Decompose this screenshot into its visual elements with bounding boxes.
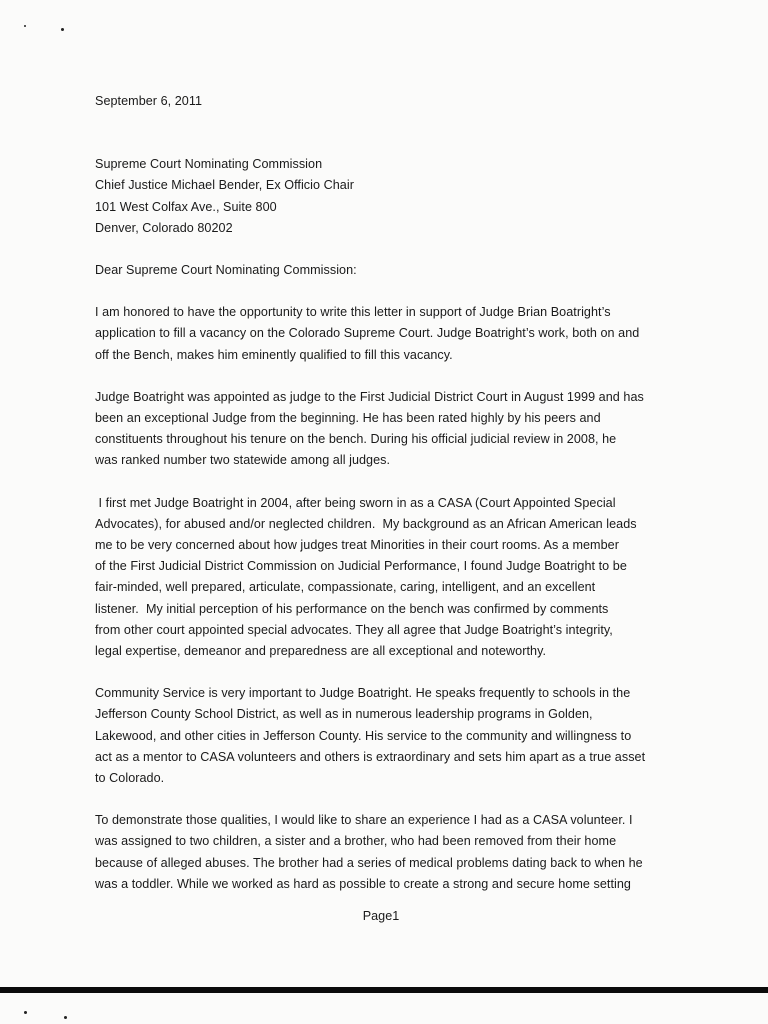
letter-body [95, 91, 695, 895]
text-line: to Colorado. [95, 771, 165, 786]
text-line: been an exceptional Judge from the beginning. He has been rated highly by his peers and [95, 411, 601, 426]
text-line: constituents throughout his tenure on the bench. During his official judicial review in 2008, he [95, 432, 617, 447]
text-line: Judge Boatright was appointed as judge to the First Judicial District Court in August 1999 and has [95, 389, 644, 404]
salutation: Dear Supreme Court Nominating Commission: [95, 263, 357, 278]
text-line: act as a mentor to CASA volunteers and others is extraordinary and sets him apart as a true asset [95, 749, 646, 764]
text-line: was ranked number two statewide among all judges. [95, 453, 391, 468]
text-line: Jefferson County School District, as well as in numerous leadership programs in Golden, [95, 707, 593, 722]
text-line: listener. My initial perception of his performance on the bench was confirmed by comments [95, 601, 609, 616]
text-line: legal expertise, demeanor and preparedness are all exceptional and noteworthy. [95, 644, 547, 659]
scan-speck [61, 28, 64, 31]
paragraph-casa-experience [95, 810, 695, 895]
page-number: Page1 [362, 909, 400, 923]
text-line: application to fill a vacancy on the Colorado Supreme Court. Judge Boatright’s work, both on and [95, 326, 640, 341]
address-line: Denver, Colorado 80202 [95, 220, 233, 235]
text-line: I am honored to have the opportunity to write this letter in support of Judge Brian Boatright’s [95, 305, 611, 320]
text-line: was a toddler. While we worked as hard as possible to create a strong and secure home setting [95, 876, 631, 891]
address-line: Chief Justice Michael Bender, Ex Officio Chair [95, 178, 354, 193]
paragraph-support [95, 302, 695, 366]
text-line: To demonstrate those qualities, I would like to share an experience I had as a CASA volunteer. I [95, 813, 633, 828]
scan-speck [24, 25, 26, 27]
paragraph-appointment [95, 387, 695, 472]
paragraph-community-service [95, 683, 695, 789]
text-line: off the Bench, makes him eminently qualified to fill this vacancy. [95, 347, 453, 362]
paragraph-first-met [95, 493, 695, 663]
text-line: from other court appointed special advocates. They all agree that Judge Boatright’s integrity, [95, 622, 613, 637]
text-line: Advocates), for abused and/or neglected children. My background as an African American leads [95, 516, 637, 531]
text-line: because of alleged abuses. The brother had a series of medical problems dating back to when he [95, 855, 643, 870]
text-line: Lakewood, and other cities in Jefferson County. His service to the community and willingness to [95, 728, 632, 743]
text-line: I first met Judge Boatright in 2004, after being sworn in as a CASA (Court Appointed Special [95, 495, 616, 510]
address-line: Supreme Court Nominating Commission [95, 157, 323, 172]
text-line: me to be very concerned about how judges treat Minorities in their court rooms. As a member [95, 538, 619, 553]
scan-edge-bar [0, 987, 768, 993]
text-line: fair-minded, well prepared, articulate, compassionate, caring, intelligent, and an excellent [95, 580, 596, 595]
text-line: was assigned to two children, a sister and a brother, who had been removed from their home [95, 834, 617, 849]
scan-speck [64, 1016, 67, 1019]
text-line: of the First Judicial District Commission on Judicial Performance, I found Judge Boatright to be [95, 559, 627, 574]
recipient-address [95, 154, 695, 239]
address-line: 101 West Colfax Ave., Suite 800 [95, 199, 277, 214]
scan-speck [24, 1011, 27, 1014]
text-line: Community Service is very important to Judge Boatright. He speaks frequently to schools in the [95, 686, 631, 701]
letter-date: September 6, 2011 [95, 94, 203, 108]
